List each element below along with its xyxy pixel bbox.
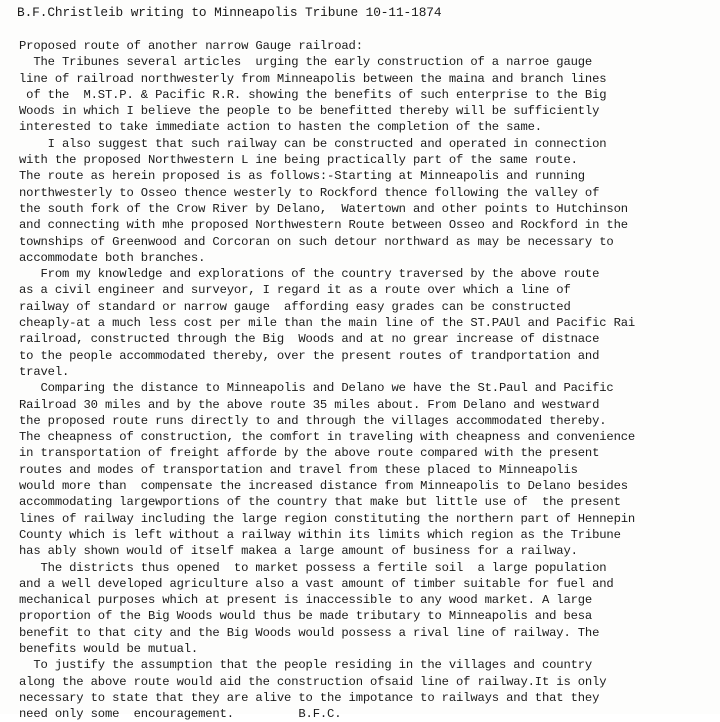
body-line: interested to take immediate action to hasten the completion of the same. <box>19 120 542 135</box>
body-line: accommodating largewportions of the country that make but little use of the present <box>19 495 621 510</box>
body-line: has ably shown would of itself makea a large amount of business for a railway. <box>19 544 578 559</box>
body-line: as a civil engineer and surveyor, I regard it as a route over which a line of <box>19 283 571 298</box>
body-line: The Tribunes several articles urging the early construction of a narroe gauge <box>19 55 593 70</box>
body-line: To justify the assumption that the people residing in the villages and country <box>19 658 593 673</box>
body-line: railroad, constructed through the Big Woods and at no grear increase of distnace <box>19 332 600 347</box>
body-line: and connecting with mhe proposed Northwestern Route between Osseo and Rockford in the <box>19 218 628 233</box>
body-line: County which is left without a railway within its limits which region as the Tribune <box>19 527 621 542</box>
body-line: Railroad 30 miles and by the above route 35 miles about. From Delano and westward <box>19 397 600 412</box>
body-line: the south fork of the Crow River by Delano, Watertown and other points to Hutchinson <box>19 201 628 216</box>
body-line: Proposed route of another narrow Gauge railroad: <box>19 39 363 53</box>
body-line: townships of Greenwood and Corcoran on such detour northward as may be necessary to <box>19 234 614 249</box>
body-line: Woods in which I believe the people to be benefitted thereby will be sufficiently <box>19 104 600 119</box>
body-line: From my knowledge and explorations of the country traversed by the above route <box>19 267 600 282</box>
body-line: in transportation of freight afforde by the above route compared with the present <box>19 446 600 461</box>
body-line: benefit to that city and the Big Woods would possess a rival line of railway. The <box>19 625 600 640</box>
body-line: to the people accommodated thereby, over the present routes of trandportation and <box>19 348 600 363</box>
body-line: the proposed route runs directly to and through the villages accommodated thereby. <box>19 413 607 428</box>
body-line: necessary to state that they are alive to the impotance to railways and that they <box>19 690 600 705</box>
body-line: with the proposed Northwestern L ine being practically part of the same route. <box>19 153 578 168</box>
body-line: railway of standard or narrow gauge affording easy grades can be constructed <box>19 299 571 314</box>
body-line: along the above route would aid the construction ofsaid line of railway.It is only <box>19 674 607 689</box>
body-line: I also suggest that such railway can be constructed and operated in connection <box>19 136 607 151</box>
body-line: The route as herein proposed is as follows:-Starting at Minneapolis and running <box>19 169 585 184</box>
body-line: lines of railway including the large region constituting the northern part of Hennepin <box>19 511 636 526</box>
body-line: cheaply-at a much less cost per mile than the main line of the ST.PAUl and Pacific Rai <box>19 316 636 331</box>
body-line: proportion of the Big Woods would thus be made tributary to Minneapolis and besa <box>19 609 593 624</box>
letter-heading: B.F.Christleib writing to Minneapolis Tribune 10-11-1874 <box>17 5 442 20</box>
body-line: travel. <box>19 364 70 379</box>
body-line: line of railroad northwesterly from Minneapolis between the maina and branch lines <box>19 71 607 86</box>
body-line: and a well developed agriculture also a vast amount of timber suitable for fuel and <box>19 576 614 591</box>
body-line: mechanical purposes which at present is inaccessible to any wood market. A large <box>19 593 593 608</box>
body-line: The districts thus opened to market possess a fertile soil a large population <box>19 560 607 575</box>
body-line: would more than compensate the increased distance from Minneapolis to Delano besides <box>19 479 628 494</box>
body-line: The cheapness of construction, the comfort in traveling with cheapness and convenience <box>19 430 636 445</box>
body-line: of the M.ST.P. & Pacific R.R. showing the benefits of such enterprise to the Big <box>19 87 607 102</box>
body-line: benefits would be mutual. <box>19 641 199 656</box>
signature-line: need only some encouragement. B.F.C. <box>19 707 342 722</box>
body-line: routes and modes of transportation and travel from these placed to Minneapolis <box>19 462 578 477</box>
letter-body <box>19 38 719 722</box>
body-line: accommodate both branches. <box>19 250 206 265</box>
body-line: northwesterly to Osseo thence westerly to Rockford thence following the valley of <box>19 185 600 200</box>
body-line: Comparing the distance to Minneapolis and Delano we have the St.Paul and Pacific <box>19 381 614 396</box>
